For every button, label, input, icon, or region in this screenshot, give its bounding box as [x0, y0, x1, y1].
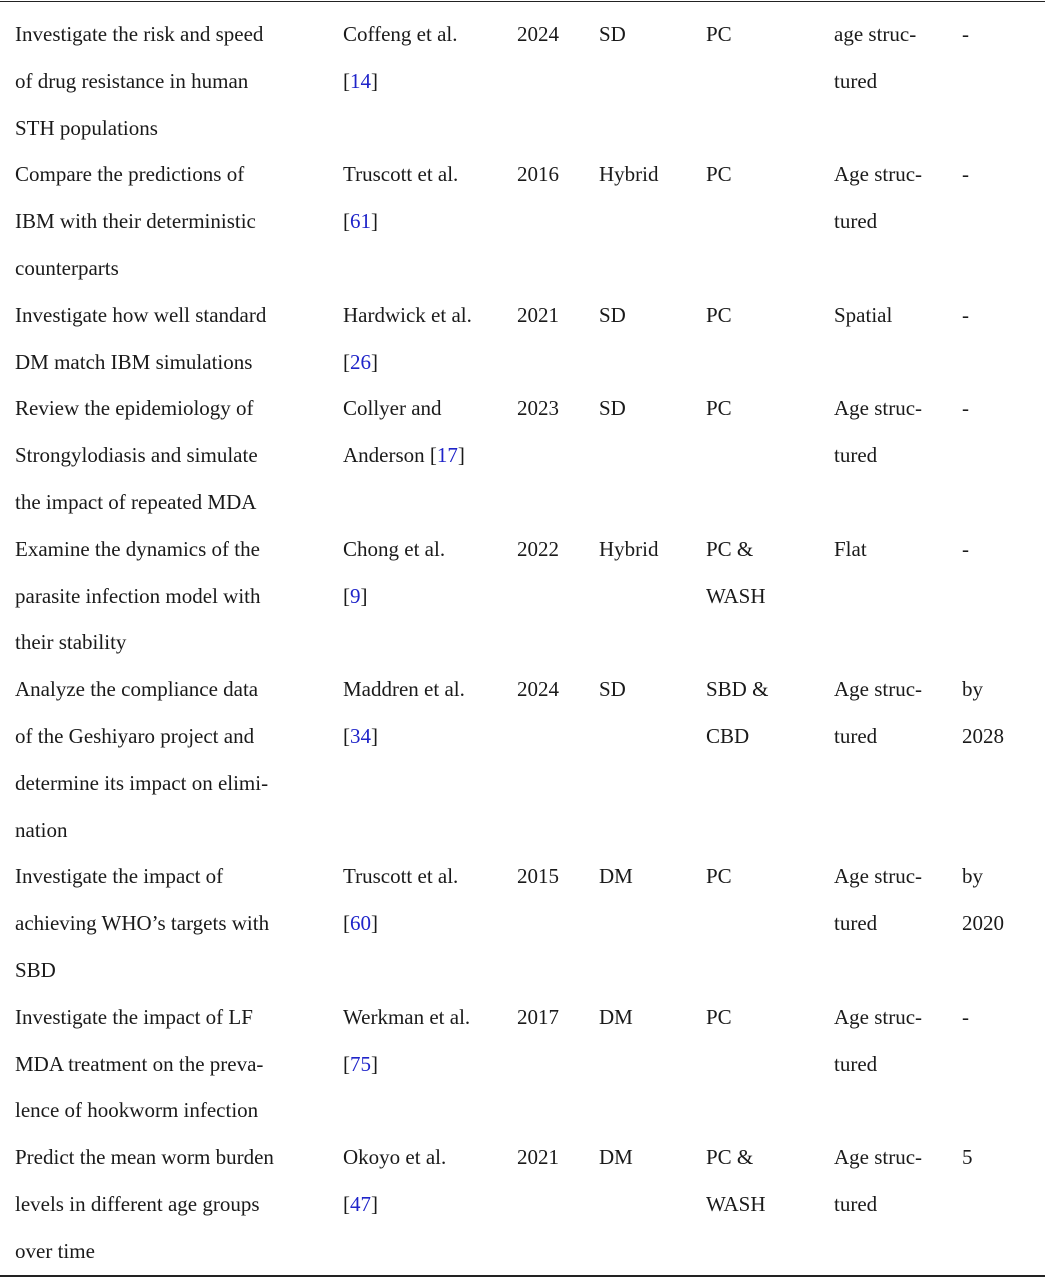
elimination-cell-line: -: [962, 536, 969, 561]
table-top-rule: [0, 1, 1045, 2]
structure-cell-line: Age struc-: [834, 1145, 923, 1170]
study-citation-line: [9]: [343, 583, 368, 608]
method-cell-line: Hybrid: [599, 536, 659, 561]
intervention-cell-line: WASH: [706, 1191, 766, 1216]
method-cell-line: DM: [599, 1145, 633, 1170]
table-bottom-rule: [0, 1275, 1045, 1277]
citation-link[interactable]: 75: [350, 1051, 371, 1076]
study-author: Maddren et al.: [343, 677, 465, 702]
method-cell: [599, 666, 626, 713]
year-cell: [517, 11, 559, 58]
objective-cell-line: Analyze the compliance data: [15, 677, 259, 702]
intervention-cell-line: WASH: [706, 583, 766, 608]
objective-cell-line: IBM with their deterministic: [15, 209, 256, 234]
structure-cell: [834, 853, 922, 947]
citation-link[interactable]: 34: [350, 723, 371, 748]
objective-cell-line: counterparts: [15, 255, 119, 280]
objective-cell: [15, 526, 261, 666]
method-cell-line: Hybrid: [599, 162, 659, 187]
objective-cell-line: the impact of repeated MDA: [15, 489, 257, 514]
objective-cell-line: SBD: [15, 957, 56, 982]
study-author: Chong et al.: [343, 536, 446, 561]
objective-cell-line: STH populations: [15, 115, 158, 140]
study-author: Collyer and: [343, 396, 442, 421]
elimination-cell-line: 2028: [962, 723, 1004, 748]
study-citation-line: Anderson [17]: [343, 443, 465, 468]
study-citation-line: [47]: [343, 1191, 378, 1216]
elimination-cell: [962, 666, 1004, 760]
method-cell-line: SD: [599, 677, 626, 702]
objective-cell-line: their stability: [15, 630, 127, 655]
year-cell-line: 2024: [517, 677, 559, 702]
structure-cell-line: Age struc-: [834, 677, 923, 702]
year-cell: [517, 994, 559, 1041]
intervention-cell: [706, 11, 732, 58]
structure-cell: [834, 526, 867, 573]
elimination-cell-line: -: [962, 302, 969, 327]
study-cell: [343, 853, 458, 947]
objective-cell-line: of drug resistance in human: [15, 68, 249, 93]
objective-cell-line: MDA treatment on the preva-: [15, 1051, 264, 1076]
objective-cell: [15, 292, 266, 386]
study-cell: [343, 292, 472, 386]
study-citation-line: [60]: [343, 911, 378, 936]
method-cell-line: SD: [599, 302, 626, 327]
elimination-cell-line: 2020: [962, 911, 1004, 936]
intervention-cell-line: SBD &: [706, 677, 769, 702]
structure-cell: [834, 666, 922, 760]
intervention-cell: [706, 1134, 766, 1228]
structure-cell-line: age struc-: [834, 22, 917, 46]
study-citation-line: [26]: [343, 349, 378, 374]
year-cell: [517, 666, 559, 713]
structure-cell-line: Flat: [834, 536, 867, 561]
study-cell: [343, 526, 445, 620]
elimination-cell-line: by: [962, 677, 983, 702]
intervention-cell: [706, 526, 766, 620]
objective-cell-line: DM match IBM simulations: [15, 349, 253, 374]
method-cell-line: DM: [599, 864, 633, 889]
elimination-cell: [962, 292, 969, 339]
objective-cell-line: Investigate how well standard: [15, 302, 267, 327]
citation-link[interactable]: 26: [350, 349, 371, 374]
objective-cell: [15, 151, 256, 291]
study-cell: [343, 666, 465, 760]
elimination-cell: [962, 853, 1004, 947]
year-cell-line: 2024: [517, 22, 559, 46]
study-cell: [343, 385, 465, 479]
year-cell-line: 2015: [517, 864, 559, 889]
structure-cell-line: tured: [834, 911, 878, 936]
year-cell-line: 2021: [517, 302, 559, 327]
study-cell: [343, 151, 458, 245]
citation-link[interactable]: 61: [350, 209, 371, 234]
elimination-cell-line: -: [962, 22, 969, 46]
objective-cell: [15, 666, 268, 853]
structure-cell-line: tured: [834, 209, 878, 234]
study-citation-line: [34]: [343, 723, 378, 748]
intervention-cell: [706, 292, 732, 339]
elimination-cell: [962, 1134, 973, 1181]
intervention-cell-line: PC: [706, 396, 732, 421]
objective-cell: [15, 994, 263, 1134]
year-cell: [517, 1134, 559, 1181]
year-cell: [517, 292, 559, 339]
study-cell: [343, 1134, 446, 1228]
structure-cell-line: tured: [834, 68, 878, 93]
citation-link[interactable]: 9: [350, 583, 361, 608]
objective-cell-line: over time: [15, 1238, 95, 1263]
structure-cell: [834, 385, 922, 479]
method-cell: [599, 385, 626, 432]
intervention-cell-line: PC &: [706, 536, 754, 561]
year-cell: [517, 526, 559, 573]
intervention-cell-line: PC: [706, 162, 732, 187]
year-cell: [517, 385, 559, 432]
method-cell-line: SD: [599, 396, 626, 421]
structure-cell-line: Age struc-: [834, 396, 923, 421]
citation-link[interactable]: 60: [350, 911, 371, 936]
objective-cell-line: determine its impact on elimi-: [15, 770, 269, 795]
method-cell-line: SD: [599, 22, 626, 46]
citation-link[interactable]: 47: [350, 1191, 371, 1216]
objective-cell-line: lence of hookworm infection: [15, 1098, 259, 1123]
study-author: Hardwick et al.: [343, 302, 472, 327]
year-cell-line: 2017: [517, 1004, 559, 1029]
elimination-cell: [962, 385, 969, 432]
study-author: Truscott et al.: [343, 162, 459, 187]
intervention-cell-line: PC: [706, 22, 732, 46]
year-cell: [517, 853, 559, 900]
method-cell: [599, 994, 633, 1041]
objective-cell-line: Predict the mean worm burden: [15, 1145, 274, 1170]
intervention-cell-line: PC: [706, 302, 732, 327]
method-cell-line: DM: [599, 1004, 633, 1029]
study-citation-line: [14]: [343, 68, 378, 93]
elimination-cell-line: 5: [962, 1145, 973, 1170]
objective-cell-line: Strongylodiasis and simulate: [15, 443, 258, 468]
citation-link[interactable]: 14: [350, 68, 371, 93]
elimination-cell: [962, 526, 969, 573]
structure-cell: [834, 1134, 922, 1228]
structure-cell-line: tured: [834, 1191, 878, 1216]
method-cell: [599, 151, 659, 198]
study-author: Coffeng et al.: [343, 22, 458, 46]
study-citation-line: [61]: [343, 209, 378, 234]
structure-cell-line: Age struc-: [834, 864, 923, 889]
intervention-cell: [706, 666, 768, 760]
elimination-cell: [962, 151, 969, 198]
study-cell: [343, 994, 470, 1088]
study-citation-line: [75]: [343, 1051, 378, 1076]
method-cell: [599, 11, 626, 58]
objective-cell-line: of the Geshiyaro project and: [15, 723, 255, 748]
elimination-cell: [962, 994, 969, 1041]
intervention-cell: [706, 853, 732, 900]
objective-cell: [15, 1134, 274, 1274]
objective-cell-line: nation: [15, 817, 68, 842]
objective-cell-line: Investigate the impact of LF: [15, 1004, 253, 1029]
method-cell: [599, 1134, 633, 1181]
year-cell-line: 2022: [517, 536, 559, 561]
objective-cell: [15, 853, 269, 993]
elimination-cell-line: -: [962, 396, 969, 421]
study-cell: [343, 11, 458, 105]
year-cell-line: 2023: [517, 396, 559, 421]
objective-cell-line: levels in different age groups: [15, 1191, 260, 1216]
citation-link[interactable]: 17: [436, 443, 458, 468]
structure-cell-line: Spatial: [834, 302, 893, 327]
structure-cell: [834, 11, 916, 105]
intervention-cell: [706, 385, 732, 432]
year-cell: [517, 151, 559, 198]
intervention-cell-line: PC: [706, 864, 732, 889]
objective-cell-line: parasite infection model with: [15, 583, 261, 608]
objective-cell: [15, 385, 258, 525]
objective-cell-line: Investigate the impact of: [15, 864, 224, 889]
elimination-cell-line: by: [962, 864, 983, 889]
method-cell: [599, 853, 633, 900]
structure-cell-line: tured: [834, 1051, 878, 1076]
elimination-cell-line: -: [962, 162, 969, 187]
study-author: Okoyo et al.: [343, 1145, 447, 1170]
intervention-cell-line: PC &: [706, 1145, 754, 1170]
year-cell-line: 2016: [517, 162, 559, 187]
intervention-cell-line: CBD: [706, 723, 750, 748]
structure-cell: [834, 151, 922, 245]
intervention-cell: [706, 994, 732, 1041]
method-cell: [599, 526, 659, 573]
structure-cell: [834, 994, 922, 1088]
intervention-cell: [706, 151, 732, 198]
study-author-continued: Anderson: [343, 443, 430, 468]
objective-cell: [15, 11, 263, 151]
study-author: Werkman et al.: [343, 1004, 471, 1029]
elimination-cell-line: -: [962, 1004, 969, 1029]
objective-cell-line: achieving WHO’s targets with: [15, 911, 270, 936]
structure-cell: [834, 292, 892, 339]
structure-cell-line: Age struc-: [834, 162, 923, 187]
year-cell-line: 2021: [517, 1145, 559, 1170]
structure-cell-line: tured: [834, 723, 878, 748]
method-cell: [599, 292, 626, 339]
structure-cell-line: tured: [834, 443, 878, 468]
elimination-cell: [962, 11, 969, 58]
study-author: Truscott et al.: [343, 864, 459, 889]
structure-cell-line: Age struc-: [834, 1004, 923, 1029]
objective-cell-line: Compare the predictions of: [15, 162, 245, 187]
objective-cell-line: Investigate the risk and speed: [15, 22, 264, 46]
objective-cell-line: Examine the dynamics of the: [15, 536, 260, 561]
intervention-cell-line: PC: [706, 1004, 732, 1029]
objective-cell-line: Review the epidemiology of: [15, 396, 254, 421]
